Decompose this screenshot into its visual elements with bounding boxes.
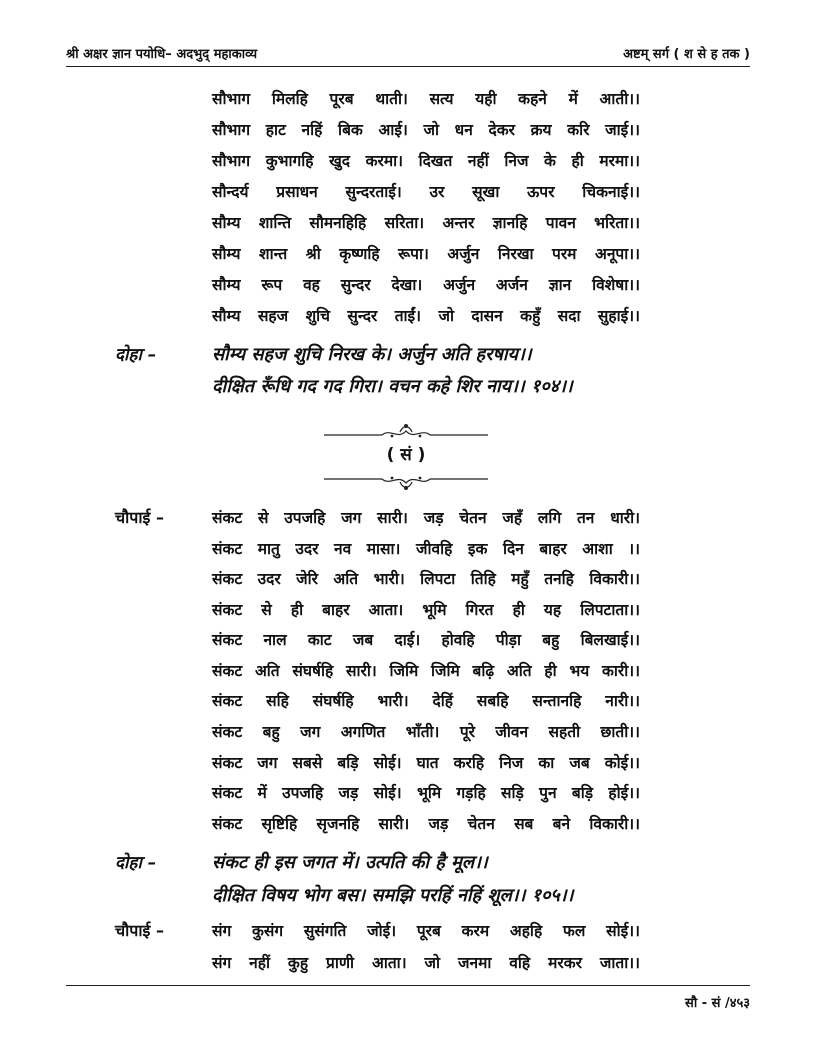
doha-line: संकट ही इस जगत में। उत्पति की है मूल।। <box>212 852 488 873</box>
doha-line: दीक्षित विषय भोग बस। समझि परहिं नहिं शूल।। १०५।। <box>212 885 574 906</box>
verse-line: संकट में उपजहि जड़ सोई। भूमि गड़हि सड़ि पुन बड़ि होई।। <box>212 784 640 802</box>
chapter-title: अष्टम् सर्ग ( श से ह तक ) <box>623 47 750 62</box>
section-title: ( सं ) <box>386 445 426 465</box>
book-title: श्री अक्षर ज्ञान पयोधि– अदभुद् महाकाव्य <box>66 47 258 62</box>
chaupai-label: चौपाई – <box>115 921 164 940</box>
verse-line: संकट से उपजहि जग सारी। जड़ चेतन जहँ लगि तन धारी। <box>212 509 640 527</box>
doha-line: सौम्य सहज शुचि निरख के। अर्जुन अति हरषाय।। <box>212 344 532 365</box>
verse-line: संकट उदर जेरि अति भारी। लिपटा तिहि महुँ तनहि विकारी।। <box>212 570 640 588</box>
verse-line: संकट मातु उदर नव मासा। जीवहि इक दिन बाहर आशा ।। <box>212 540 640 558</box>
doha-line: दीक्षित रूँधि गद गद गिरा। वचन कहे शिर नाय।। १०४।। <box>212 376 573 397</box>
verse-line: संग नहीं कुहु प्राणी आता। जो जनमा वहि मरकर जाता।। <box>212 954 640 972</box>
verse-line: सौभाग हाट नहिं बिक आई। जो धन देकर क्रय करि जाई।। <box>212 121 640 139</box>
verse-line: सौम्य शान्त श्री कृष्णहि रूपा। अर्जुन निरखा परम अनूपा।। <box>212 245 640 263</box>
verse-line: संकट जग सबसे बड़ि सोई। घात करहि निज का जब कोई।। <box>212 754 640 772</box>
verse-line: संकट से ही बाहर आता। भूमि गिरत ही यह लिपटाता।। <box>212 601 640 619</box>
footer-rule <box>66 985 750 986</box>
verse-line: संकट सृष्टिहि सृजनहि सारी। जड़ चेतन सब बने विकारी।। <box>212 815 640 833</box>
verse-line: संकट अति संघर्षहि सारी। जिमि जिमि बढ़ि अति ही भय कारी।। <box>212 662 640 680</box>
verse-line: सौन्दर्य प्रसाधन सुन्दरताई। उर सूखा ऊपर चिकनाई।। <box>212 183 640 201</box>
page-number: सौ - सं /४५३ <box>685 996 750 1011</box>
chaupai-label: चौपाई – <box>115 508 164 527</box>
verse-line: सौम्य रूप वह सुन्दर देखा। अर्जुन अर्जन ज्ञान विशेषा।। <box>212 276 640 294</box>
verse-line: सौभाग मिलहि पूरब थाती। सत्य यही कहने में आती।। <box>212 90 640 108</box>
verse-line: सौम्य शान्ति सौमनहिहि सरिता। अन्तर ज्ञानहि पावन भरिता।। <box>212 214 640 232</box>
ornament-bottom <box>320 468 492 492</box>
doha-label: दोहा – <box>115 853 157 873</box>
verse-line: सौम्य सहज शुचि सुन्दर ताईं। जो दासन कहुँ सदा सुहाई।। <box>212 307 640 325</box>
verse-line: संकट सहि संघर्षहि भारी। देहिं सबहि सन्तानहि नारी।। <box>212 692 640 710</box>
verse-line: सौभाग कुभागहि खुद करमा। दिखत नहीं निज के ही मरमा।। <box>212 152 640 170</box>
doha-label: दोहा – <box>115 345 157 365</box>
verse-line: संग कुसंग सुसंगति जोई। पूरब करम अहहि फल सोई।। <box>212 922 640 940</box>
verse-line: संकट बहु जग अगणित भाँती। पूरे जीवन सहती छाती।। <box>212 723 640 741</box>
verse-line: संकट नाल काट जब दाई। होवहि पीड़ा बहु बिलखाई।। <box>212 631 640 649</box>
page-header <box>66 40 750 67</box>
